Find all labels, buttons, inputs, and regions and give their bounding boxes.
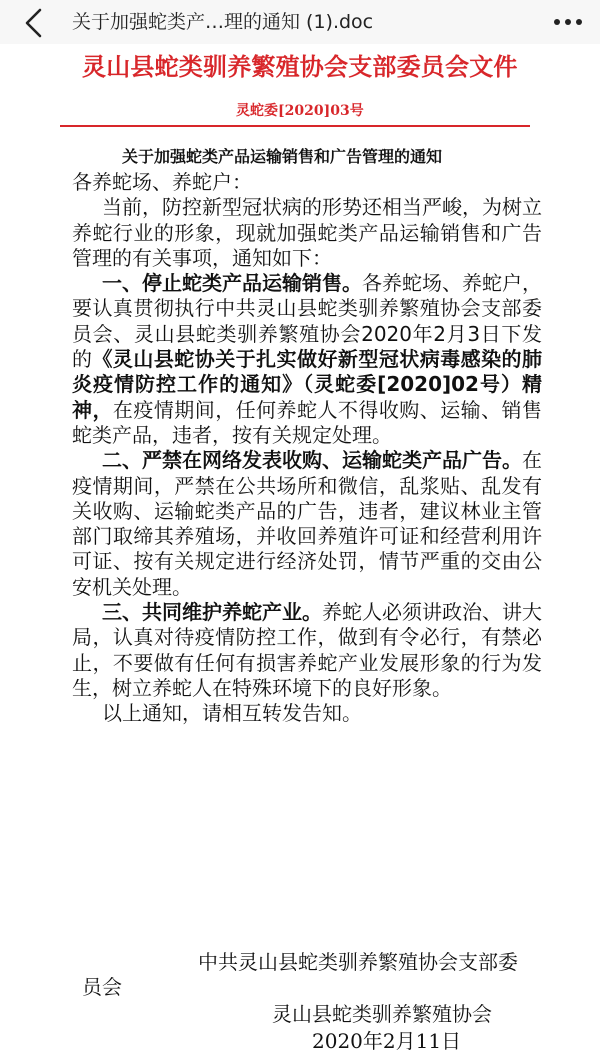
signature-association: 灵山县蛇类驯养繁殖协会 xyxy=(272,1002,492,1026)
section-1-title: 一、停止蛇类产品运输销售。 xyxy=(102,271,362,296)
notice-body xyxy=(72,170,542,727)
back-button[interactable] xyxy=(14,6,54,40)
section-1-text: 各养蛇场、养蛇户，要认真贯彻执行中共灵山县蛇类驯养繁殖协会支部委员会、灵山县蛇类驯养繁殖协会2020年2月3日下发的 xyxy=(72,271,542,372)
section-3-text: 养蛇人必须讲政治、讲大局，认真对待疫情防控工作，做到有令必行，有禁必止，不要做有任何有损害养蛇产业发展形象的行为发生，树立养蛇人在特殊环境下的良好形象。 xyxy=(72,600,542,700)
document-viewer[interactable] xyxy=(0,44,600,1053)
section-3 xyxy=(72,600,542,701)
salutation: 各养蛇场、养蛇户： xyxy=(72,170,252,194)
document-number: 灵蛇委[2020]03号 xyxy=(236,103,364,119)
top-bar xyxy=(0,0,600,44)
section-1-referenced-notice: 《灵山县蛇协关于扎实做好新型冠状病毒感染的肺炎疫情防控工作的通知》（灵蛇委[2020]02号）精神， xyxy=(72,347,543,422)
section-1 xyxy=(72,271,542,448)
section-1-text-end: 在疫情期间，任何养蛇人不得收购、运输、销售蛇类产品，违者，按有关规定处理。 xyxy=(72,397,543,447)
intro-paragraph: 当前，防控新型冠状病的形势还相当严峻，为树立养蛇行业的形象，现就加强蛇类产品运输销售和广告管理的有关事项，通知如下： xyxy=(72,195,542,270)
issue-date: 2020年2月11日 xyxy=(312,1029,462,1053)
section-2-text: 在疫情期间，严禁在公共场所和微信，乱浆贴、乱发有关收购、运输蛇类产品的广告，违者，建议林业主管部门取缔其养殖场，并收回养殖许可证和经营利用许可证、按有关规定进行经济处罚，情节严重的交由公安机关处理。 xyxy=(72,448,542,599)
chevron-left-icon xyxy=(14,6,54,40)
section-2 xyxy=(72,448,542,600)
section-2-title: 二、严禁在网络发表收购、运输蛇类产品广告。 xyxy=(102,448,522,473)
closing-line: 以上通知，请相互转发告知。 xyxy=(102,701,362,726)
section-3-title: 三、共同维护养蛇产业。 xyxy=(102,600,322,625)
more-button[interactable] xyxy=(548,10,588,34)
signature-committee: 中共灵山县蛇类驯养繁殖协会支部委员会 xyxy=(82,950,518,999)
red-divider xyxy=(60,125,530,127)
ellipsis-circle-icon xyxy=(548,10,588,34)
window-title: 关于加强蛇类产…理的通知 (1).doc xyxy=(72,11,374,33)
document-header: 灵山县蛇类驯养繁殖协会支部委员会文件 xyxy=(82,53,518,81)
notice-subject: 关于加强蛇类产品运输销售和广告管理的通知 xyxy=(122,147,443,166)
